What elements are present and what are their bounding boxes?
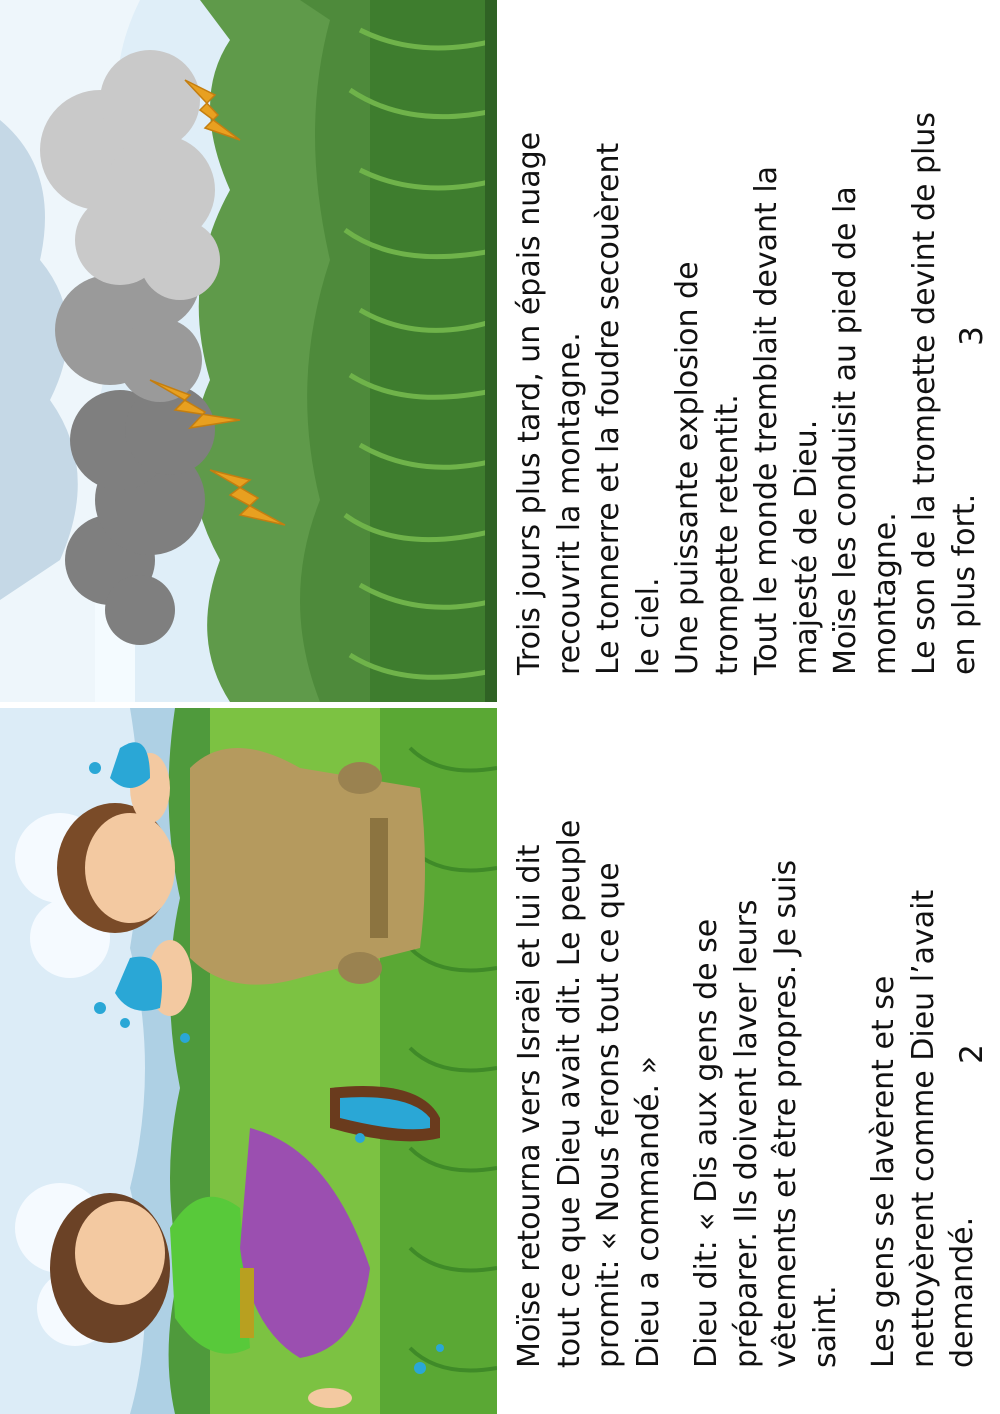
- page-2-paragraph-3: Les gens se lavèrent et se nettoyèrent comme Dieu l’avait demandé.: [866, 889, 980, 1368]
- page-2-text: [506, 728, 1000, 1368]
- page-2-paragraph-2: Dieu dit: « Dis aux gens de se préparer. Ils doivent laver leurs vêtements et être propres. Je suis saint.: [689, 859, 843, 1368]
- page-2-text-pane: [506, 708, 1000, 1414]
- page-number-3: 3: [954, 326, 990, 346]
- page-number-2: 2: [954, 1044, 990, 1064]
- page-3-story-text: Trois jours plus tard, un épais nuage recouvrit la montagne. Le tonnerre et la foudre secouèrent le ciel. Une puissante explosion de trompette retentit. Tout le monde tremblait devant la majesté de Dieu. Moïse les conduisit au pied de la montagne. Le son de la trompette devint de plus en plus fort.: [512, 112, 982, 675]
- people-washing-illustration: [0, 708, 497, 1414]
- page-3-text: [506, 15, 984, 675]
- mountain-storm-illustration: [0, 0, 497, 702]
- page-3-text-pane: [506, 0, 1000, 702]
- page-2-paragraph-1: Moïse retourna vers Israël et lui dit tout ce que Dieu avait dit. Le peuple promit: « Nous ferons tout ce que Dieu a commandé. »: [512, 819, 666, 1368]
